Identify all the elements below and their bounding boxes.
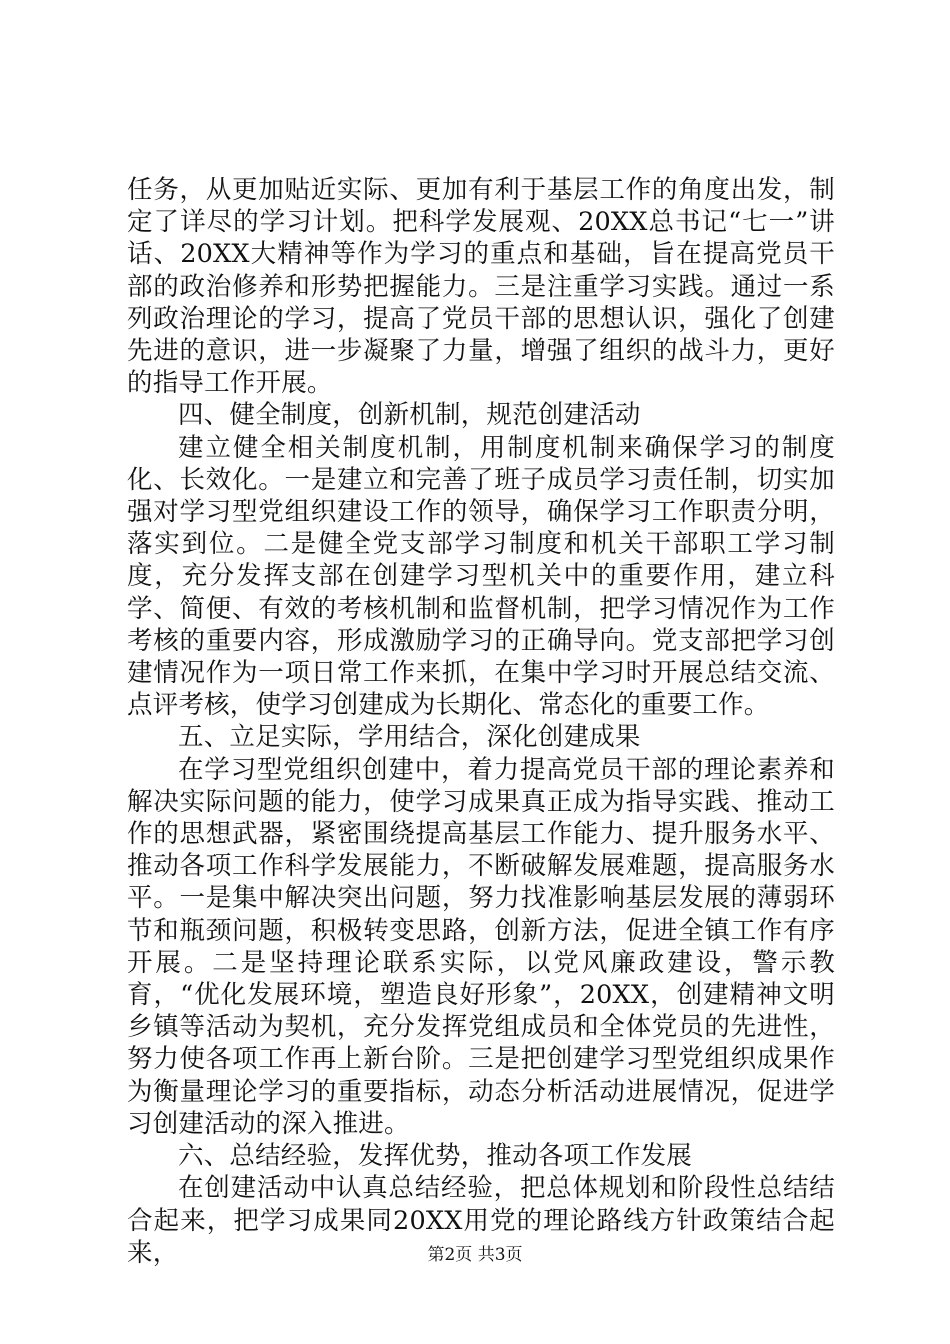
section-heading-4: 四、健全制度，创新机制，规范创建活动: [178, 400, 641, 431]
document-body: [127, 174, 835, 1269]
page-footer: [0, 1244, 950, 1266]
section-heading-5: 五、立足实际，学用结合，深化创建成果: [178, 722, 641, 753]
paragraph-section-5: 在学习型党组织创建中，着力提高党员干部的理论素养和解决实际问题的能力，使学习成果真正成为指导实践、推动工作的思想武器，紧密围绕提高基层工作能力、提升服务水平、推动各项工作科学发展能力，不断破解发展难题，提高服务水平。一是集中解决突出问题，努力找准影响基层发展的薄弱环节和瓶颈问题，积极转变思路，创新方法，促进全镇工作有序开展。二是坚持理论联系实际，以党风廉政建设，警示教育，“优化发展环境，塑造良好形象”，20XX，创建精神文明乡镇等活动为契机，充分发挥党组成员和全体党员的先进性，努力使各项工作再上新台阶。三是把创建学习型党组织成果作为衡量理论学习的重要指标，动态分析活动进展情况，促进学习创建活动的深入推进。: [127, 754, 835, 1139]
page-number: 第2页 共3页: [427, 1245, 523, 1265]
section-heading-6: 六、总结经验，发挥优势，推动各项工作发展: [178, 1141, 693, 1172]
paragraph-section-6: 在创建活动中认真总结经验，把总体规划和阶段性总结结合起来，把学习成果同20XX用党的理论路线方针政策结合起来，: [127, 1173, 835, 1268]
paragraph-section-4: 建立健全相关制度机制，用制度机制来确保学习的制度化、长效化。一是建立和完善了班子成员学习责任制，切实加强对学习型党组织建设工作的领导，确保学习工作职责分明，落实到位。二是健全党支部学习制度和机关干部职工学习制度，充分发挥支部在创建学习型机关中的重要作用，建立科学、简便、有效的考核机制和监督机制，把学习情况作为工作考核的重要内容，形成激励学习的正确导向。党支部把学习创建情况作为一项日常工作来抓，在集中学习时开展总结交流、点评考核，使学习创建成为长期化、常态化的重要工作。: [127, 432, 835, 721]
paragraph-continued: 任务，从更加贴近实际、更加有利于基层工作的角度出发，制定了详尽的学习计划。把科学发展观、20XX总书记“七一”讲话、20XX大精神等作为学习的重点和基础，旨在提高党员干部的政治修养和形势把握能力。三是注重学习实践。通过一系列政治理论的学习，提高了党员干部的思想认识，强化了创建先进的意识，进一步凝聚了力量，增强了组织的战斗力，更好的指导工作开展。: [127, 175, 835, 399]
